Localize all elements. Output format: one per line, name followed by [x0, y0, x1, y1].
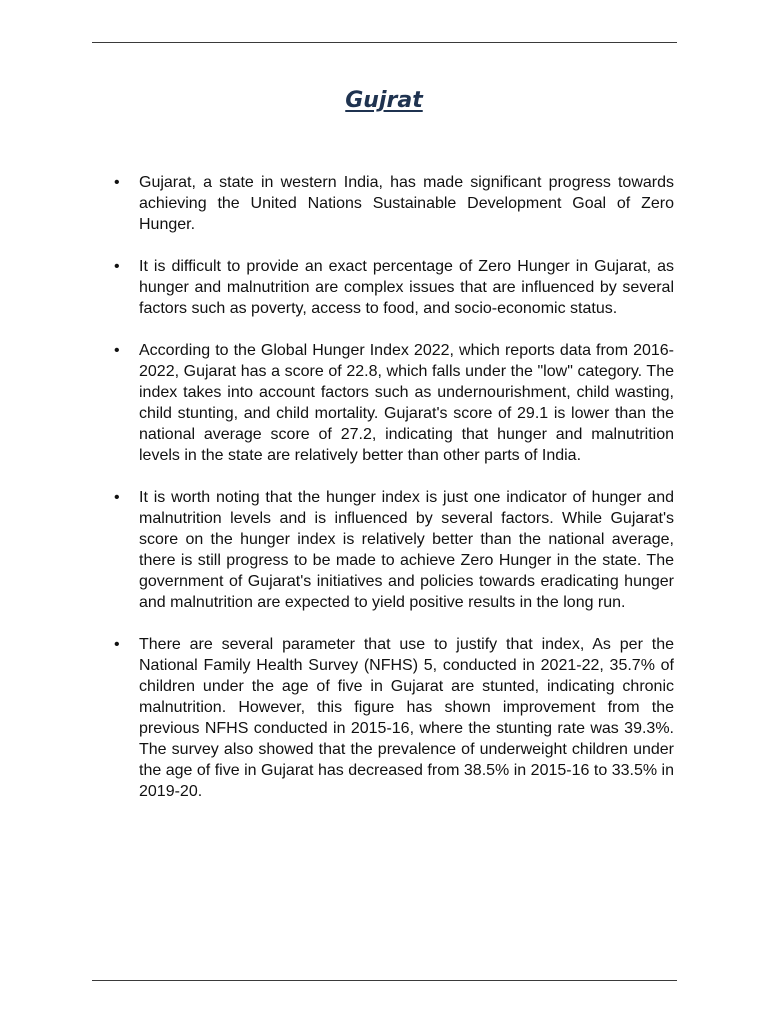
- bullet-icon: •: [114, 489, 120, 506]
- bullet-text: It is worth noting that the hunger index is just one indicator of hunger and malnutrition levels and is influenced by several factors. While Gujarat's score on the hunger index is relatively better than the national average, there is still progress to be made to achieve Zero Hunger in the state. The government of Gujarat's initiatives and policies towards eradicating hunger and malnutrition are expected to yield positive results in the long run.: [139, 489, 674, 611]
- bullet-text: According to the Global Hunger Index 2022, which reports data from 2016-2022, Gujarat has a score of 22.8, which falls under the "low" category. The index takes into account factors such as undernourishment, child wasting, child stunting, and child mortality. Gujarat's score of 29.1 is lower than the national average score of 27.2, indicating that hunger and malnutrition levels in the state are relatively better than other parts of India.: [139, 342, 674, 464]
- bullet-item: [111, 634, 674, 802]
- bullet-icon: •: [114, 174, 120, 191]
- header-rule: [92, 42, 677, 43]
- bullet-text: There are several parameter that use to justify that index, As per the National Family Health Survey (NFHS) 5, conducted in 2021-22, 35.7% of children under the age of five in Gujarat are stunted, indicating chronic malnutrition. However, this figure has shown improvement from the previous NFHS conducted in 2015-16, where the stunting rate was 39.3%. The survey also showed that the prevalence of underweight children under the age of five in Gujarat has decreased from 38.5% in 2015-16 to 33.5% in 2019-20.: [139, 636, 674, 800]
- bullet-item: [111, 487, 674, 613]
- page-title: Gujrat: [345, 88, 423, 113]
- bullet-icon: •: [114, 342, 120, 359]
- bullet-list: [111, 172, 674, 823]
- bullet-item: [111, 340, 674, 466]
- bullet-item: [111, 172, 674, 235]
- bullet-item: [111, 256, 674, 319]
- bullet-icon: •: [114, 636, 120, 653]
- bullet-icon: •: [114, 258, 120, 275]
- bullet-text: Gujarat, a state in western India, has made significant progress towards achieving the United Nations Sustainable Development Goal of Zero Hunger.: [139, 174, 674, 233]
- bullet-text: It is difficult to provide an exact percentage of Zero Hunger in Gujarat, as hunger and malnutrition are complex issues that are influenced by several factors such as poverty, access to food, and socio-economic status.: [139, 258, 674, 317]
- footer-rule: [92, 980, 677, 981]
